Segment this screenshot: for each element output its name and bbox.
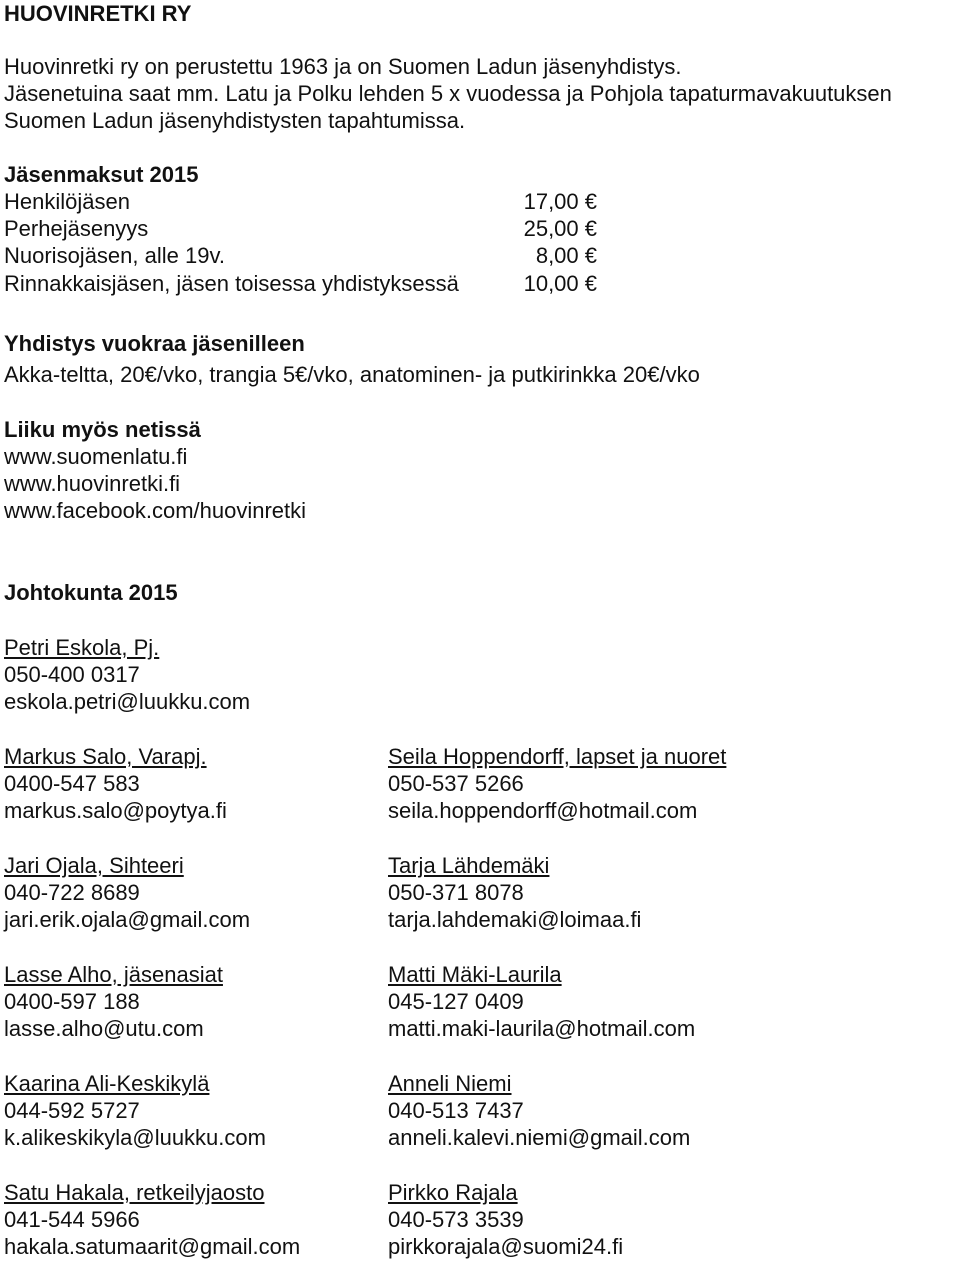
board-member-phone: 040-722 8689 <box>4 880 140 905</box>
board-member-name: Jari Ojala, Sihteeri <box>4 853 184 878</box>
intro-line-1: Huovinretki ry on perustettu 1963 ja on Suomen Ladun jäsenyhdistys. <box>4 54 682 79</box>
board-member-phone: 0400-547 583 <box>4 771 140 796</box>
board-member-phone: 041-544 5966 <box>4 1207 140 1232</box>
board-member-name: Lasse Alho, jäsenasiat <box>4 962 223 987</box>
fee-label: Rinnakkaisjäsen, jäsen toisessa yhdistyksessä <box>4 271 459 296</box>
board-member-email[interactable]: seila.hoppendorff@hotmail.com <box>388 798 698 823</box>
fee-price: 25,00 € <box>523 216 597 241</box>
web-link-facebook[interactable]: www.facebook.com/huovinretki <box>4 498 307 523</box>
board-heading: Johtokunta 2015 <box>4 580 178 605</box>
board-member-name: Anneli Niemi <box>388 1071 512 1096</box>
intro-line-2: Jäsenetuina saat mm. Latu ja Polku lehden 5 x vuodessa ja Pohjola tapaturmavakuutuksen <box>4 81 892 106</box>
fee-label: Perhejäsenyys <box>4 216 149 241</box>
board-member-name: Satu Hakala, retkeilyjaosto <box>4 1180 265 1205</box>
board-member-name: Petri Eskola, Pj. <box>4 635 160 660</box>
board-member-email[interactable]: jari.erik.ojala@gmail.com <box>4 907 251 932</box>
board-member-phone: 044-592 5727 <box>4 1098 140 1123</box>
board-member-phone: 050-537 5266 <box>388 771 524 796</box>
fees-heading: Jäsenmaksut 2015 <box>4 162 199 187</box>
document-title: HUOVINRETKI RY <box>4 1 192 26</box>
rental-heading: Yhdistys vuokraa jäsenilleen <box>4 331 305 356</box>
board-member-phone: 050-371 8078 <box>388 880 524 905</box>
board-member-email[interactable]: markus.salo@poytya.fi <box>4 798 227 823</box>
rental-text: Akka-teltta, 20€/vko, trangia 5€/vko, anatominen- ja putkirinkka 20€/vko <box>4 362 700 387</box>
board-member-name: Markus Salo, Varapj. <box>4 744 207 769</box>
intro-line-3: Suomen Ladun jäsenyhdistysten tapahtumissa. <box>4 108 466 133</box>
board-member-email[interactable]: tarja.lahdemaki@loimaa.fi <box>388 907 642 932</box>
board-member-email[interactable]: hakala.satumaarit@gmail.com <box>4 1234 301 1259</box>
board-member-email[interactable]: eskola.petri@luukku.com <box>4 689 251 714</box>
board-member-name: Seila Hoppendorff, lapset ja nuoret <box>388 744 727 769</box>
board-member-name: Tarja Lähdemäki <box>388 853 550 878</box>
fee-price: 10,00 € <box>523 271 597 296</box>
board-member-email[interactable]: matti.maki-laurila@hotmail.com <box>388 1016 696 1041</box>
board-member-phone: 045-127 0409 <box>388 989 524 1014</box>
board-member-phone: 0400-597 188 <box>4 989 140 1014</box>
board-member-email[interactable]: k.alikeskikyla@luukku.com <box>4 1125 266 1150</box>
board-member-name: Pirkko Rajala <box>388 1180 518 1205</box>
fee-price: 17,00 € <box>523 189 597 214</box>
fee-label: Henkilöjäsen <box>4 189 130 214</box>
board-member-name: Kaarina Ali-Keskikylä <box>4 1071 210 1096</box>
fee-price: 8,00 € <box>535 243 597 268</box>
web-link-huovinretki[interactable]: www.huovinretki.fi <box>4 471 181 496</box>
board-member-phone: 040-513 7437 <box>388 1098 524 1123</box>
board-member-email[interactable]: lasse.alho@utu.com <box>4 1016 204 1041</box>
fee-label: Nuorisojäsen, alle 19v. <box>4 243 225 268</box>
web-link-suomenlatu[interactable]: www.suomenlatu.fi <box>4 444 188 469</box>
board-member-phone: 050-400 0317 <box>4 662 140 687</box>
board-member-name: Matti Mäki-Laurila <box>388 962 562 987</box>
web-heading: Liiku myös netissä <box>4 417 201 442</box>
board-member-email[interactable]: pirkkorajala@suomi24.fi <box>388 1234 624 1259</box>
board-member-phone: 040-573 3539 <box>388 1207 524 1232</box>
board-member-email[interactable]: anneli.kalevi.niemi@gmail.com <box>388 1125 691 1150</box>
